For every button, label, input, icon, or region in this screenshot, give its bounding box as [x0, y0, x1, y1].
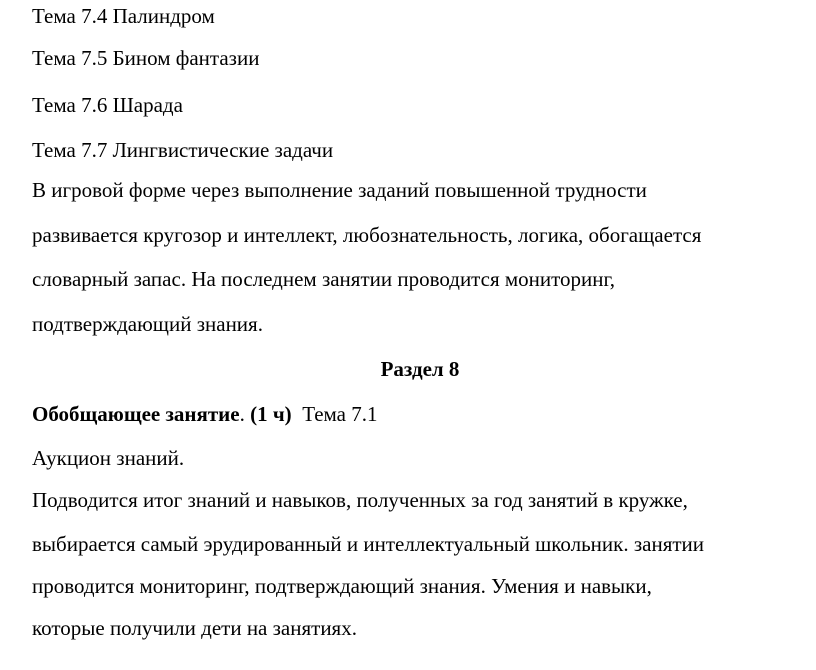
lesson-topic: Тема 7.1 [302, 402, 378, 426]
paragraph2-line-4: которые получили дети на занятиях. [32, 616, 357, 640]
topic-7-4: Тема 7.4 Палиндром [32, 4, 215, 28]
paragraph1-line-4: подтверждающий знания. [32, 312, 263, 336]
lesson-heading-line [32, 402, 378, 426]
lesson-separator: . [239, 402, 245, 426]
lesson-title: Обобщающее занятие [32, 402, 240, 426]
paragraph1-line-2: развивается кругозор и интеллект, любознательность, логика, обогащается [32, 223, 702, 247]
topic-7-5: Тема 7.5 Бином фантазии [32, 46, 260, 70]
topic-7-6: Тема 7.6 Шарада [32, 93, 183, 117]
paragraph2-line-2: выбирается самый эрудированный и интеллектуальный школьник. занятии [32, 532, 705, 556]
paragraph1-line-3: словарный запас. На последнем занятии проводится мониторинг, [32, 267, 615, 291]
topic-7-7: Тема 7.7 Лингвистические задачи [32, 138, 334, 162]
lesson-name: Аукцион знаний. [32, 446, 185, 470]
section-heading: Раздел 8 [380, 357, 460, 381]
lesson-hours: (1 ч) [250, 402, 292, 426]
paragraph2-line-3: проводится мониторинг, подтверждающий знания. Умения и навыки, [32, 574, 652, 598]
paragraph2-line-1: Подводится итог знаний и навыков, полученных за год занятий в кружке, [32, 488, 688, 512]
paragraph1-line-1: В игровой форме через выполнение заданий повышенной трудности [32, 178, 647, 202]
